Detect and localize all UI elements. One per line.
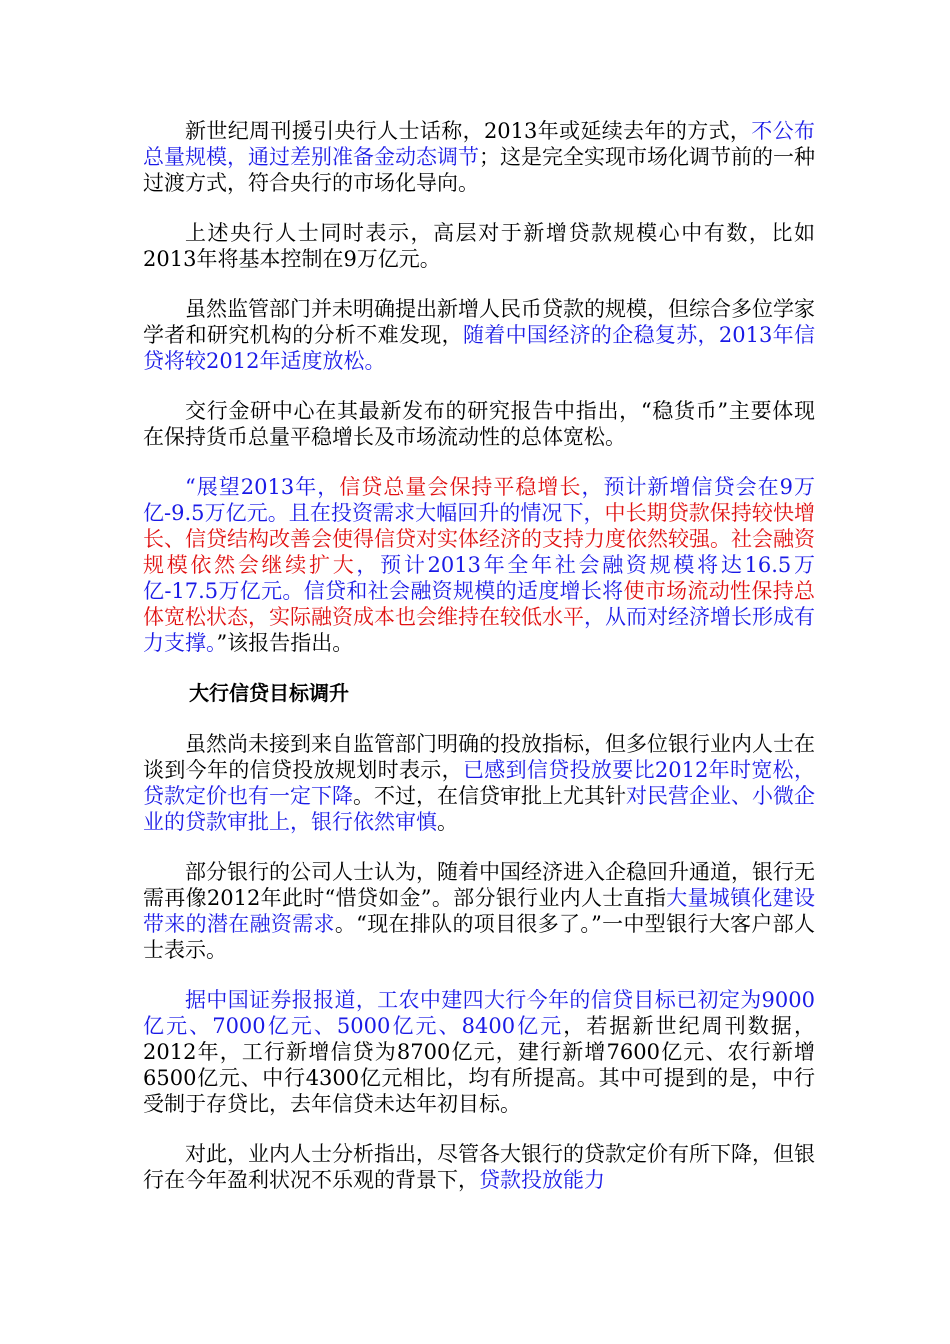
text-run: ，若据新世纪周刊数据，2012年，工行新增信贷为8700亿元，建行新增7600亿元、农行新增6500亿元、中行4300亿元相比，均有所提高。其中可提到的是，中行受制于存贷比，去年信贷未达年初目标。 [143,1014,815,1116]
highlight-run-red: 社会融资规模依然会继续扩大 [143,527,815,577]
text-run: 虽然尚未接到来自监管部门明确的投放指标，但多位银行业内人士在谈到今年的信贷投放规划时表示， [143,732,815,782]
paragraph-4: 交行金研中心在其最新发布的研究报告中指出，“稳货币”主要体现在保持货币总量平稳增长及市场流动性的总体宽松。 [143,399,815,449]
highlight-run: “展望2013年， [185,475,340,499]
paragraph-3 [143,296,815,374]
text-run: 。 [437,810,458,834]
highlight-run: 据中国证券报报道，工农中建四大行今年的信贷目标已初定为9000亿元、7000亿元、5000亿元、8400亿元 [143,988,815,1038]
highlight-run: 贷款投放能力 [479,1168,605,1192]
highlight-run: 已感到信贷投放要比2012年时宽松，贷款定价也有一定下降 [143,758,815,808]
text-run: 。“现在排队的项目很多了。”一中型银行大客户部人士表示。 [143,912,815,962]
paragraph-5-quote [143,474,815,656]
text-run: 部分银行的公司人士认为，随着中国经济进入企稳回升通道，银行无需再像2012年此时“惜贷如金”。部分银行业内人士直指 [143,860,815,910]
section-heading: 大行信贷目标调升 [189,681,349,705]
article-body [143,118,815,1217]
highlight-run: 不公布总量规模，通过差别准备金动态调节 [143,119,815,169]
paragraph-9 [143,1141,815,1193]
paragraph-1 [143,118,815,196]
text-run: 新世纪周刊援引央行人士话称，2013年或延续去年的方式， [185,119,752,143]
highlight-run: 大量城镇化建设带来的潜在融资需求 [143,886,816,936]
text-run: ；这是完全实现市场化调节前的一种过渡方式，符合央行的市场化导向。 [143,145,815,195]
paragraph-8 [143,987,815,1117]
highlight-run-red: 使市场流动性保持总体宽松状态，实际融资成本也会维持在较低水平 [143,579,816,629]
highlight-run: 对民营企业、小微企业的贷款审批上，银行依然审慎 [143,784,815,834]
highlight-run: ，从而对经济增长形成有力支撑。 [143,605,815,655]
highlight-run: 随着中国经济的企稳复苏，2013年信贷将较2012年适度放松。 [143,323,815,373]
highlight-run: ，预计2013年全年社会融资规模将达16.5万亿-17.5万亿元。信贷和社会融资规模的适度增长将 [143,553,815,603]
paragraph-2: 上述央行人士同时表示，高层对于新增贷款规模心中有数，比如2013年将基本控制在9万亿元。 [143,221,815,271]
paragraph-7 [143,859,815,963]
highlight-run-red: 中长期贷款保持较快增长、信贷结构改善会使得信贷对实体经济的支持力度依然较强。 [143,501,815,551]
text-run: ”该报告指出。 [216,631,354,655]
highlight-run: ，预计新增信贷会在9万亿-9.5万亿元。且在投资需求大幅回升的情况下， [143,475,815,525]
text-run: 。不过，在信贷审批上尤其针 [353,784,626,808]
text-run: 对此，业内人士分析指出，尽管各大银行的贷款定价有所下降，但银行在今年盈利状况不乐观的背景下， [143,1142,815,1192]
text-run: 虽然监管部门并未明确提出新增人民币贷款的规模，但综合多位学家学者和研究机构的分析不难发现， [143,297,815,347]
highlight-run-red: 信贷总量会保持平稳增长 [339,475,582,499]
paragraph-6 [143,731,815,835]
